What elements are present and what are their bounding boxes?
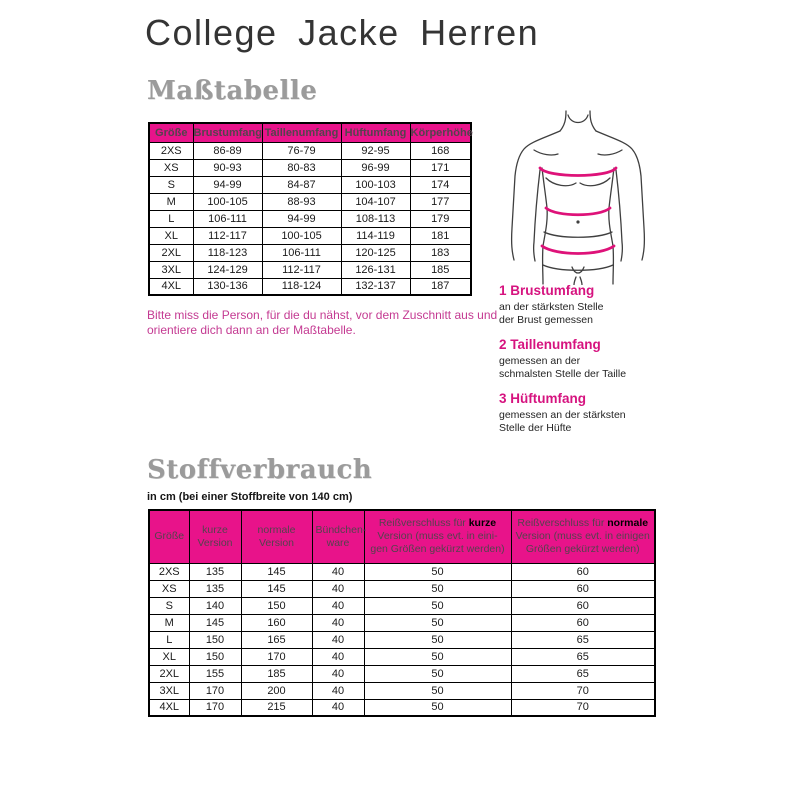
table-cell: 50 bbox=[364, 580, 511, 597]
table-cell: 145 bbox=[241, 563, 312, 580]
table-cell: 40 bbox=[312, 631, 364, 648]
table-cell: 50 bbox=[364, 631, 511, 648]
table-cell: 60 bbox=[511, 597, 655, 614]
table-cell: 50 bbox=[364, 614, 511, 631]
table-cell: 2XS bbox=[149, 563, 189, 580]
table-cell: L bbox=[149, 210, 193, 227]
column-header-koerperhoehe: Körperhöhe bbox=[410, 123, 471, 142]
table-cell: S bbox=[149, 176, 193, 193]
header-line: Größen gekürzt werden) bbox=[525, 543, 640, 556]
torso-outline-drawing bbox=[498, 110, 668, 285]
table-row bbox=[149, 648, 655, 665]
neck-front-curve bbox=[568, 115, 588, 123]
table-cell: 96-99 bbox=[341, 159, 410, 176]
table-cell: 150 bbox=[189, 631, 241, 648]
column-header-buendchenware bbox=[312, 510, 367, 563]
table-cell: 80-83 bbox=[262, 159, 341, 176]
table-cell: 76-79 bbox=[262, 142, 341, 159]
table-header-row bbox=[149, 510, 655, 563]
table-cell: 165 bbox=[241, 631, 312, 648]
left-inner-arm-line bbox=[534, 170, 540, 261]
table-cell: 155 bbox=[189, 665, 241, 682]
header-line: Version bbox=[197, 536, 233, 549]
table-cell: 135 bbox=[189, 580, 241, 597]
table-cell: 92-95 bbox=[341, 142, 410, 159]
table-cell: 50 bbox=[364, 563, 511, 580]
left-pec-line bbox=[546, 178, 576, 186]
table-row bbox=[149, 580, 655, 597]
table-header-row bbox=[149, 123, 471, 142]
header-line: Bündchen- bbox=[315, 523, 367, 536]
table-row bbox=[149, 244, 471, 261]
column-header-taillenumfang: Taillenumfang bbox=[262, 123, 341, 142]
page-title: College Jacke Herren bbox=[145, 12, 540, 53]
table-cell: 114-119 bbox=[341, 227, 410, 244]
table-cell: 118-123 bbox=[193, 244, 262, 261]
table-cell: 170 bbox=[189, 699, 241, 716]
column-header-normale-version bbox=[241, 510, 312, 563]
header-line: Reißverschluss für bbox=[378, 517, 469, 530]
table-cell: 88-93 bbox=[262, 193, 341, 210]
table-cell: 40 bbox=[312, 682, 364, 699]
table-cell: M bbox=[149, 614, 189, 631]
stoffverbrauch-table bbox=[148, 509, 656, 717]
header-line: Reißverschluss für bbox=[517, 517, 608, 530]
table-cell: 215 bbox=[241, 699, 312, 716]
masstabelle-heading: Maßtabelle bbox=[147, 76, 318, 106]
table-cell: 185 bbox=[410, 261, 471, 278]
table-cell: 40 bbox=[312, 563, 364, 580]
table-cell: 40 bbox=[312, 580, 364, 597]
legend-desc-line: gemessen an der stärksten bbox=[499, 409, 626, 421]
table-cell: 40 bbox=[312, 648, 364, 665]
measuring-note bbox=[147, 308, 527, 338]
legend-item-title: 2 Taillenumfang bbox=[499, 337, 601, 352]
waistband-line bbox=[544, 232, 612, 237]
table-cell: 104-107 bbox=[341, 193, 410, 210]
header-bold-word: kurze bbox=[468, 517, 497, 530]
table-row bbox=[149, 665, 655, 682]
table-row bbox=[149, 631, 655, 648]
table-row bbox=[149, 261, 471, 278]
table-cell: 2XL bbox=[149, 665, 189, 682]
table-cell: 50 bbox=[364, 682, 511, 699]
table-row bbox=[149, 227, 471, 244]
legend-desc-line: schmalsten Stelle der Taille bbox=[499, 368, 627, 380]
legend-desc-line: gemessen an der bbox=[499, 355, 581, 367]
waist-measure-line bbox=[546, 208, 610, 215]
table-cell: 100-105 bbox=[193, 193, 262, 210]
table-cell: 65 bbox=[511, 665, 655, 682]
table-cell: 70 bbox=[511, 699, 655, 716]
table-cell: 100-105 bbox=[262, 227, 341, 244]
column-header-reissverschluss-normale bbox=[511, 510, 655, 563]
header-bold-word: normale bbox=[607, 517, 649, 530]
table-cell: XS bbox=[149, 159, 193, 176]
table-cell: 40 bbox=[312, 665, 364, 682]
navel-dot bbox=[576, 220, 579, 223]
column-header-hueftumfang: Hüftumfang bbox=[341, 123, 410, 142]
table-cell: 108-113 bbox=[341, 210, 410, 227]
table-cell: XL bbox=[149, 227, 193, 244]
table-cell: 86-89 bbox=[193, 142, 262, 159]
column-header-groesse: Größe bbox=[149, 123, 193, 142]
legend-item-taillenumfang bbox=[499, 337, 674, 381]
right-pec-line bbox=[580, 178, 610, 186]
table-cell: 170 bbox=[241, 648, 312, 665]
table-cell: 187 bbox=[410, 278, 471, 295]
table-row bbox=[149, 597, 655, 614]
table-row bbox=[149, 176, 471, 193]
legend-item-description bbox=[499, 355, 674, 381]
table-cell: 40 bbox=[312, 699, 364, 716]
table-cell: XS bbox=[149, 580, 189, 597]
table-cell: 200 bbox=[241, 682, 312, 699]
table-cell: 124-129 bbox=[193, 261, 262, 278]
table-cell: 2XS bbox=[149, 142, 193, 159]
table-cell: XL bbox=[149, 648, 189, 665]
masstabelle-table bbox=[148, 122, 472, 296]
table-cell: S bbox=[149, 597, 189, 614]
table-row bbox=[149, 159, 471, 176]
table-cell: 3XL bbox=[149, 261, 193, 278]
column-header-brustumfang: Brustumfang bbox=[193, 123, 262, 142]
right-clavicle-line bbox=[598, 150, 622, 155]
table-cell: 106-111 bbox=[262, 244, 341, 261]
table-cell: 181 bbox=[410, 227, 471, 244]
table-cell: 50 bbox=[364, 665, 511, 682]
bust-measure-line bbox=[540, 168, 616, 176]
table-cell: 4XL bbox=[149, 699, 189, 716]
table-cell: 126-131 bbox=[341, 261, 410, 278]
table-row bbox=[149, 142, 471, 159]
table-cell: 170 bbox=[189, 682, 241, 699]
table-cell: 60 bbox=[511, 563, 655, 580]
table-row bbox=[149, 682, 655, 699]
column-header-kurze-version bbox=[189, 510, 241, 563]
table-cell: 177 bbox=[410, 193, 471, 210]
column-header-groesse: Größe bbox=[149, 510, 189, 563]
header-line: gen Größen gekürzt werden) bbox=[370, 543, 505, 556]
table-cell: 112-117 bbox=[262, 261, 341, 278]
legend-item-title: 3 Hüftumfang bbox=[499, 391, 586, 406]
table-cell: 185 bbox=[241, 665, 312, 682]
header-line: ware bbox=[326, 536, 350, 549]
table-cell: 94-99 bbox=[193, 176, 262, 193]
table-cell: 145 bbox=[241, 580, 312, 597]
table-cell: 60 bbox=[511, 614, 655, 631]
neck-right-line bbox=[590, 111, 596, 131]
table-cell: 3XL bbox=[149, 682, 189, 699]
table-cell: 70 bbox=[511, 682, 655, 699]
table-row bbox=[149, 193, 471, 210]
legend-desc-line: Stelle der Hüfte bbox=[499, 422, 572, 434]
table-cell: 4XL bbox=[149, 278, 193, 295]
measure-legend bbox=[499, 283, 674, 445]
table-row bbox=[149, 699, 655, 716]
header-line: Version (muss evt. in eini- bbox=[377, 530, 498, 543]
legend-desc-line: an der stärksten Stelle bbox=[499, 301, 604, 313]
table-row bbox=[149, 614, 655, 631]
table-cell: 179 bbox=[410, 210, 471, 227]
table-cell: 65 bbox=[511, 631, 655, 648]
table-cell: 94-99 bbox=[262, 210, 341, 227]
table-cell: 90-93 bbox=[193, 159, 262, 176]
table-cell: 120-125 bbox=[341, 244, 410, 261]
table-cell: 168 bbox=[410, 142, 471, 159]
measuring-note-line2: orientiere dich dann an der Maßtabelle. bbox=[147, 323, 356, 337]
table-cell: 145 bbox=[189, 614, 241, 631]
table-cell: 171 bbox=[410, 159, 471, 176]
table-cell: 140 bbox=[189, 597, 241, 614]
table-cell: 130-136 bbox=[193, 278, 262, 295]
table-cell: 84-87 bbox=[262, 176, 341, 193]
briefs-line bbox=[543, 265, 613, 270]
table-cell: 106-111 bbox=[193, 210, 262, 227]
table-cell: 100-103 bbox=[341, 176, 410, 193]
measuring-note-line1: Bitte miss die Person, für die du nähst, vor dem Zuschnitt aus und bbox=[147, 308, 498, 322]
column-header-reissverschluss-kurze bbox=[364, 510, 511, 563]
table-cell: 150 bbox=[241, 597, 312, 614]
table-row bbox=[149, 563, 655, 580]
table-cell: M bbox=[149, 193, 193, 210]
legend-item-brustumfang bbox=[499, 283, 674, 327]
legend-item-title: 1 Brustumfang bbox=[499, 283, 595, 298]
legend-item-description bbox=[499, 301, 674, 327]
header-line: Version (muss evt. in einigen bbox=[515, 530, 650, 543]
legend-item-hueftumfang bbox=[499, 391, 674, 435]
table-cell: 150 bbox=[189, 648, 241, 665]
body-figure-illustration bbox=[498, 110, 668, 285]
neck-left-line bbox=[560, 111, 566, 131]
table-cell: L bbox=[149, 631, 189, 648]
table-cell: 40 bbox=[312, 597, 364, 614]
header-line: Version bbox=[258, 536, 295, 549]
table-cell: 183 bbox=[410, 244, 471, 261]
header-line: kurze bbox=[202, 523, 228, 536]
table-cell: 112-117 bbox=[193, 227, 262, 244]
table-cell: 50 bbox=[364, 597, 511, 614]
table-cell: 2XL bbox=[149, 244, 193, 261]
legend-item-description bbox=[499, 409, 674, 435]
table-cell: 60 bbox=[511, 580, 655, 597]
table-cell: 174 bbox=[410, 176, 471, 193]
table-row bbox=[149, 278, 471, 295]
table-cell: 50 bbox=[364, 648, 511, 665]
table-cell: 118-124 bbox=[262, 278, 341, 295]
stoffverbrauch-subtitle: in cm (bei einer Stoffbreite von 140 cm) bbox=[147, 491, 353, 503]
table-cell: 65 bbox=[511, 648, 655, 665]
hip-measure-line bbox=[542, 246, 614, 254]
left-clavicle-line bbox=[534, 150, 558, 155]
table-cell: 132-137 bbox=[341, 278, 410, 295]
legend-desc-line: der Brust gemessen bbox=[499, 314, 593, 326]
table-cell: 135 bbox=[189, 563, 241, 580]
header-line: normale bbox=[257, 523, 296, 536]
table-cell: 160 bbox=[241, 614, 312, 631]
stoffverbrauch-heading: Stoffverbrauch bbox=[147, 455, 373, 485]
table-cell: 40 bbox=[312, 614, 364, 631]
table-row bbox=[149, 210, 471, 227]
right-inner-arm-line bbox=[616, 170, 622, 261]
table-cell: 50 bbox=[364, 699, 511, 716]
